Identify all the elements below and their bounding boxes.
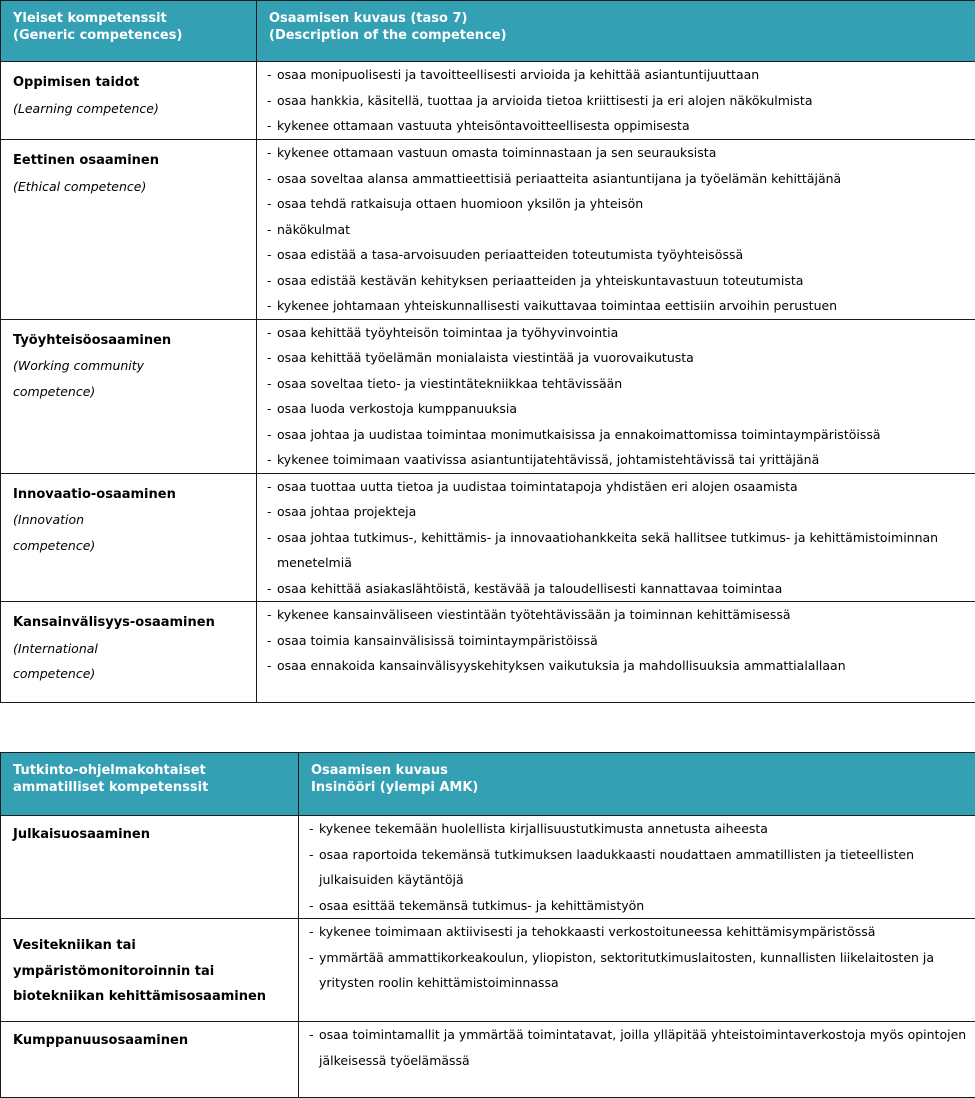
competence-name-cell: [1, 62, 257, 140]
competence-item-text: osaa kehittää asiakaslähtöistä, kestävää ja taloudellisesti kannattavaa toimintaa: [277, 576, 975, 602]
competence-item-text: osaa monipuolisesti ja tavoitteellisesti arvioida ja kehittää asiantuntijuuttaan: [277, 62, 975, 88]
competence-item: [309, 842, 975, 893]
competence-item-text: osaa luoda verkostoja kumppanuuksia: [277, 396, 975, 422]
table-row: [1, 602, 975, 703]
competence-name-cell: [1, 319, 257, 473]
table-row: [1, 473, 975, 602]
competence-item-text: osaa johtaa ja uudistaa toimintaa monimutkaisissa ja ennakoimattomissa toimintaympäristöissä: [277, 422, 975, 448]
competence-item: [267, 396, 975, 422]
competence-item-text: kykenee ottamaan vastuuta yhteisöntavoitteellisesta oppimisesta: [277, 113, 975, 139]
competence-item: [267, 166, 975, 192]
competence-name-cell: [1, 1022, 299, 1098]
competence-item: [309, 893, 975, 919]
header-generic-competences: Yleiset kompetenssit (Generic competences): [1, 1, 257, 62]
table-row: [1, 1022, 975, 1098]
table-row: [1, 62, 975, 140]
competence-title: Eettinen osaaminen: [13, 148, 256, 174]
competence-title: Julkaisuosaaminen: [13, 822, 298, 848]
competence-description-cell: [257, 140, 975, 320]
competence-item-text: osaa hankkia, käsitellä, tuottaa ja arvioida tietoa kriittisesti ja eri alojen näkökulmista: [277, 88, 975, 114]
table-row: [1, 140, 975, 320]
competence-item-text: osaa toimia kansainvälisissä toimintaympäristöissä: [277, 628, 975, 654]
bullet-dash: -: [267, 602, 272, 628]
table-row: [1, 816, 975, 919]
competence-item-text: kykenee toimimaan vaativissa asiantuntijatehtävissä, johtamistehtävissä tai yrittäjänä: [277, 447, 975, 473]
competence-title: Vesitekniikan tai: [13, 933, 298, 959]
bullet-dash: -: [267, 217, 272, 243]
competence-item: [267, 499, 975, 525]
competence-title: Kansainvälisyys-osaaminen: [13, 610, 256, 636]
competence-title: Työyhteisöosaaminen: [13, 328, 256, 354]
competence-description-cell: [257, 319, 975, 473]
competence-english-name: (Working community: [13, 353, 256, 379]
competence-title: Innovaatio-osaaminen: [13, 482, 256, 508]
competence-item: [267, 371, 975, 397]
bullet-dash: -: [267, 628, 272, 654]
competence-item-text: kykenee toimimaan aktiivisesti ja tehokkaasti verkostoituneessa kehittämisympäristössä: [319, 919, 975, 945]
competence-title: Oppimisen taidot: [13, 70, 256, 96]
bullet-dash: -: [267, 447, 272, 473]
competence-item: [309, 1022, 975, 1073]
bullet-dash: -: [267, 166, 272, 192]
bullet-dash: -: [267, 242, 272, 268]
competence-item-text: osaa raportoida tekemänsä tutkimuksen laadukkaasti noudattaen ammatillisten ja tieteellisten: [319, 842, 975, 868]
competence-item: [267, 191, 975, 217]
competence-item-text: osaa kehittää työyhteisön toimintaa ja työhyvinvointia: [277, 320, 975, 346]
competence-title: ympäristömonitoroinnin tai: [13, 959, 298, 985]
bullet-dash: -: [309, 919, 314, 945]
competence-item-text: kykenee tekemään huolellista kirjallisuustutkimusta annetusta aiheesta: [319, 816, 975, 842]
competence-item: [267, 602, 975, 628]
competence-item: [309, 945, 975, 996]
competence-item: [309, 816, 975, 842]
competence-item: [267, 653, 975, 679]
competence-item-text: menetelmiä: [277, 550, 975, 576]
bullet-dash: -: [267, 113, 272, 139]
competence-item-text: yritysten roolin kehittämistoiminnassa: [319, 970, 975, 996]
competence-item-text: osaa edistää kestävän kehityksen periaatteiden ja yhteiskuntavastuun toteutumista: [277, 268, 975, 294]
competence-item: [267, 525, 975, 576]
competence-item-text: julkaisuiden käytäntöjä: [319, 867, 975, 893]
competence-item: [267, 576, 975, 602]
competence-item: [267, 320, 975, 346]
competence-item: [267, 242, 975, 268]
bullet-dash: -: [267, 499, 272, 525]
competence-name-cell: [1, 919, 299, 1022]
bullet-dash: -: [309, 893, 314, 919]
competence-item-text: osaa johtaa tutkimus-, kehittämis- ja innovaatiohankkeita sekä hallitsee tutkimus- ja kehittämistoiminnan: [277, 525, 975, 551]
competence-item: [267, 88, 975, 114]
competence-item-text: osaa soveltaa tieto- ja viestintätekniikkaa tehtävissään: [277, 371, 975, 397]
header-professional-competences: Tutkinto-ohjelmakohtaiset ammatilliset kompetenssit: [1, 753, 299, 816]
competence-description-cell: [257, 602, 975, 703]
competence-item-text: osaa johtaa projekteja: [277, 499, 975, 525]
competence-item: [267, 345, 975, 371]
bullet-dash: -: [267, 293, 272, 319]
competence-name-cell: [1, 473, 257, 602]
bullet-dash: -: [267, 396, 272, 422]
table-row: [1, 919, 975, 1022]
competence-english-name: (Learning competence): [13, 96, 256, 122]
competence-item-text: osaa tuottaa uutta tietoa ja uudistaa toimintatapoja yhdistäen eri alojen osaamista: [277, 474, 975, 500]
header-competence-description: Osaamisen kuvaus Insinööri (ylempi AMK): [299, 753, 975, 816]
competence-item-text: jälkeisessä työelämässä: [319, 1048, 975, 1074]
competence-title: Kumppanuusosaaminen: [13, 1028, 298, 1054]
competence-name-cell: [1, 140, 257, 320]
bullet-dash: -: [267, 422, 272, 448]
header-competence-description: Osaamisen kuvaus (taso 7) (Description of the competence): [257, 1, 975, 62]
bullet-dash: -: [267, 191, 272, 217]
competence-english-name: competence): [13, 533, 256, 559]
competence-english-name: competence): [13, 379, 256, 405]
competence-item-text: osaa edistää a tasa-arvoisuuden periaatteiden toteutumista työyhteisössä: [277, 242, 975, 268]
competence-item: [267, 62, 975, 88]
competence-item: [267, 422, 975, 448]
bullet-dash: -: [267, 320, 272, 346]
bullet-dash: -: [267, 88, 272, 114]
competence-english-name: competence): [13, 661, 256, 687]
competence-item-text: ymmärtää ammattikorkeakoulun, yliopiston, sektoritutkimuslaitosten, kunnallisten liikelaitosten ja: [319, 945, 975, 971]
competence-item: [267, 293, 975, 319]
professional-competences-table: [0, 752, 975, 1098]
competence-title: biotekniikan kehittämisosaaminen: [13, 984, 298, 1010]
table-row: [1, 319, 975, 473]
table-header-row: [1, 753, 975, 816]
competence-item-text: osaa kehittää työelämän monialaista viestintää ja vuorovaikutusta: [277, 345, 975, 371]
competence-english-name: (Ethical competence): [13, 174, 256, 200]
bullet-dash: -: [309, 816, 314, 842]
competence-item: [267, 268, 975, 294]
competence-item-text: osaa ennakoida kansainvälisyyskehityksen vaikutuksia ja mahdollisuuksia ammattialallaan: [277, 653, 975, 679]
bullet-dash: -: [267, 525, 272, 551]
bullet-dash: -: [309, 945, 314, 971]
bullet-dash: -: [267, 474, 272, 500]
competence-item-text: kykenee ottamaan vastuun omasta toiminnastaan ja sen seurauksista: [277, 140, 975, 166]
competence-description-cell: [299, 816, 975, 919]
bullet-dash: -: [267, 371, 272, 397]
bullet-dash: -: [309, 842, 314, 868]
bullet-dash: -: [267, 345, 272, 371]
competence-item-text: kykenee johtamaan yhteiskunnallisesti vaikuttavaa toimintaa eettisiin arvoihin perustuen: [277, 293, 975, 319]
competence-description-cell: [257, 473, 975, 602]
competence-item: [267, 113, 975, 139]
competence-item: [267, 447, 975, 473]
competence-name-cell: [1, 602, 257, 703]
competence-item: [267, 217, 975, 243]
competence-description-cell: [299, 919, 975, 1022]
competence-item-text: osaa tehdä ratkaisuja ottaen huomioon yksilön ja yhteisön: [277, 191, 975, 217]
competence-description-cell: [299, 1022, 975, 1098]
bullet-dash: -: [267, 140, 272, 166]
competence-item-text: kykenee kansainväliseen viestintään työtehtävissään ja toiminnan kehittämisessä: [277, 602, 975, 628]
bullet-dash: -: [267, 268, 272, 294]
competence-item: [267, 628, 975, 654]
competence-item: [267, 474, 975, 500]
bullet-dash: -: [309, 1022, 314, 1048]
bullet-dash: -: [267, 62, 272, 88]
competence-item-text: osaa toimintamallit ja ymmärtää toimintatavat, joilla ylläpitää yhteistoimintaverkostoja myös opintojen: [319, 1022, 975, 1048]
competence-description-cell: [257, 62, 975, 140]
competence-item: [267, 140, 975, 166]
competence-item: [309, 919, 975, 945]
competence-item-text: osaa soveltaa alansa ammattieettisiä periaatteita asiantuntijana ja työelämän kehittäjänä: [277, 166, 975, 192]
competence-english-name: (Innovation: [13, 507, 256, 533]
competence-item-text: osaa esittää tekemänsä tutkimus- ja kehittämistyön: [319, 893, 975, 919]
table-header-row: [1, 1, 975, 62]
competence-name-cell: [1, 816, 299, 919]
bullet-dash: -: [267, 653, 272, 679]
bullet-dash: -: [267, 576, 272, 602]
competence-english-name: (International: [13, 636, 256, 662]
competence-item-text: näkökulmat: [277, 217, 975, 243]
